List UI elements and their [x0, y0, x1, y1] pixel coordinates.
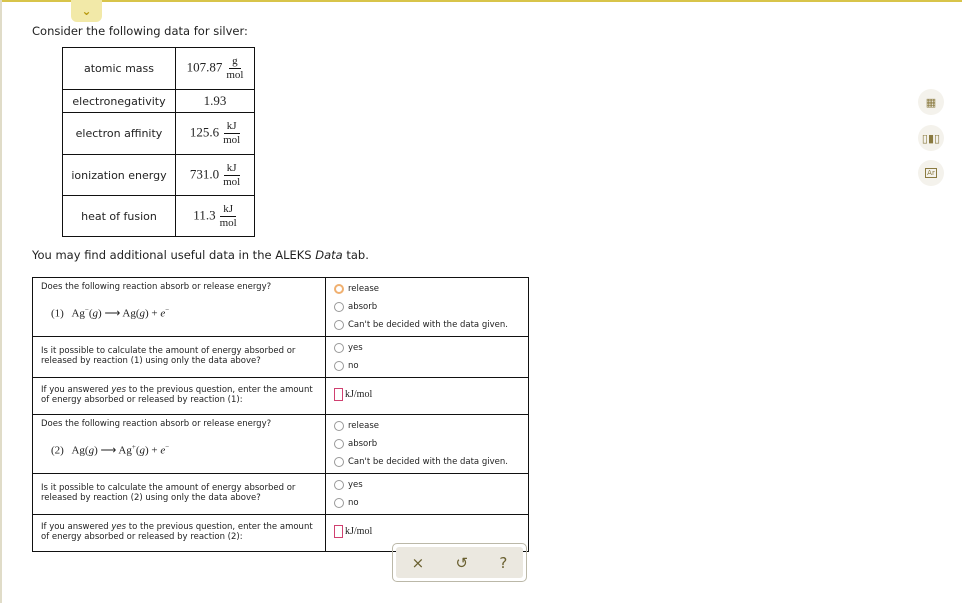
question-text: Does the following reaction absorb or release energy?	[41, 282, 272, 292]
radio-label: yes	[348, 480, 363, 490]
radio-option[interactable]	[334, 280, 520, 298]
data-row	[63, 48, 255, 90]
question-row-4	[33, 415, 529, 474]
radio-button[interactable]	[334, 320, 344, 330]
radio-option[interactable]	[334, 435, 520, 453]
property-value: 107.87 $\frac{g}{\text{mol}}$	[176, 48, 255, 90]
radio-label: release	[348, 421, 379, 431]
property-label: electronegativity	[63, 90, 176, 113]
property-label: heat of fusion	[63, 196, 176, 237]
radio-option[interactable]	[334, 476, 520, 494]
radio-button[interactable]	[334, 302, 344, 312]
question-text: Does the following reaction absorb or release energy?	[41, 419, 272, 429]
help-button[interactable]: ?	[499, 553, 508, 572]
question-text: Is it possible to calculate the amount of energy absorbed or released by reaction (1) using only the data above?	[33, 337, 326, 378]
radio-option[interactable]	[334, 417, 520, 435]
radio-label: no	[348, 361, 359, 371]
radio-label: yes	[348, 343, 363, 353]
periodic-table-icon[interactable]: Ar	[918, 160, 944, 186]
radio-button[interactable]	[334, 498, 344, 508]
question-row-1	[33, 278, 529, 337]
radio-label: Can't be decided with the data given.	[348, 457, 508, 467]
radio-button[interactable]	[334, 457, 344, 467]
unit-label: kJ/mol	[345, 526, 373, 537]
property-label: electron affinity	[63, 113, 176, 155]
unit-label: kJ/mol	[345, 389, 373, 400]
radio-option[interactable]	[334, 339, 520, 357]
property-value: 125.6 $\frac{kJ}{\text{mol}}$	[176, 113, 255, 155]
top-border	[0, 0, 962, 2]
property-label: ionization energy	[63, 155, 176, 196]
radio-option[interactable]	[334, 298, 520, 316]
radio-button[interactable]	[334, 421, 344, 431]
question-row-5	[33, 474, 529, 515]
radio-label: Can't be decided with the data given.	[348, 320, 508, 330]
data-tab-note: You may find additional useful data in the ALEKS Data tab.	[32, 248, 369, 262]
collapse-toggle[interactable]	[71, 0, 102, 22]
property-value: 1.93	[176, 90, 255, 113]
left-border	[0, 0, 2, 603]
bar-chart-icon[interactable]: ▯▮▯	[918, 125, 944, 151]
data-row	[63, 155, 255, 196]
radio-button[interactable]	[334, 361, 344, 371]
energy-input-1[interactable]	[334, 388, 343, 401]
radio-label: no	[348, 498, 359, 508]
question-text: If you answered yes to the previous question, enter the amount of energy absorbed or released by reaction (2):	[33, 515, 326, 552]
radio-label: release	[348, 284, 379, 294]
energy-input-2[interactable]	[334, 525, 343, 538]
radio-button[interactable]	[334, 480, 344, 490]
question-text: If you answered yes to the previous question, enter the amount of energy absorbed or released by reaction (1):	[33, 378, 326, 415]
property-value: 11.3 $\frac{kJ}{\text{mol}}$	[176, 196, 255, 237]
questions-table	[32, 277, 529, 552]
undo-button[interactable]: ↺	[455, 553, 469, 572]
radio-option[interactable]	[334, 357, 520, 375]
data-row	[63, 196, 255, 237]
data-row	[63, 90, 255, 113]
question-row-3	[33, 378, 529, 415]
reaction-1: (1) Ag−(g) ⟶ Ag(g) + e−	[51, 306, 170, 320]
property-label: atomic mass	[63, 48, 176, 90]
radio-button[interactable]	[334, 343, 344, 353]
chevron-down-icon: ⌄	[81, 4, 92, 18]
radio-button[interactable]	[334, 439, 344, 449]
data-row	[63, 113, 255, 155]
radio-option[interactable]	[334, 494, 520, 512]
action-buttons	[392, 543, 527, 582]
calculator-icon[interactable]: ▦	[918, 89, 944, 115]
question-row-2	[33, 337, 529, 378]
intro-text: Consider the following data for silver:	[32, 24, 248, 38]
radio-label: absorb	[348, 302, 378, 312]
silver-data-table	[62, 47, 255, 237]
radio-option[interactable]	[334, 453, 520, 471]
radio-button[interactable]	[334, 284, 344, 294]
property-value: 731.0 $\frac{kJ}{\text{mol}}$	[176, 155, 255, 196]
reaction-2: (2) Ag(g) ⟶ Ag+(g) + e−	[51, 443, 170, 457]
clear-button[interactable]: ×	[411, 553, 425, 572]
radio-option[interactable]	[334, 316, 520, 334]
question-text: Is it possible to calculate the amount of energy absorbed or released by reaction (2) using only the data above?	[33, 474, 326, 515]
radio-label: absorb	[348, 439, 378, 449]
